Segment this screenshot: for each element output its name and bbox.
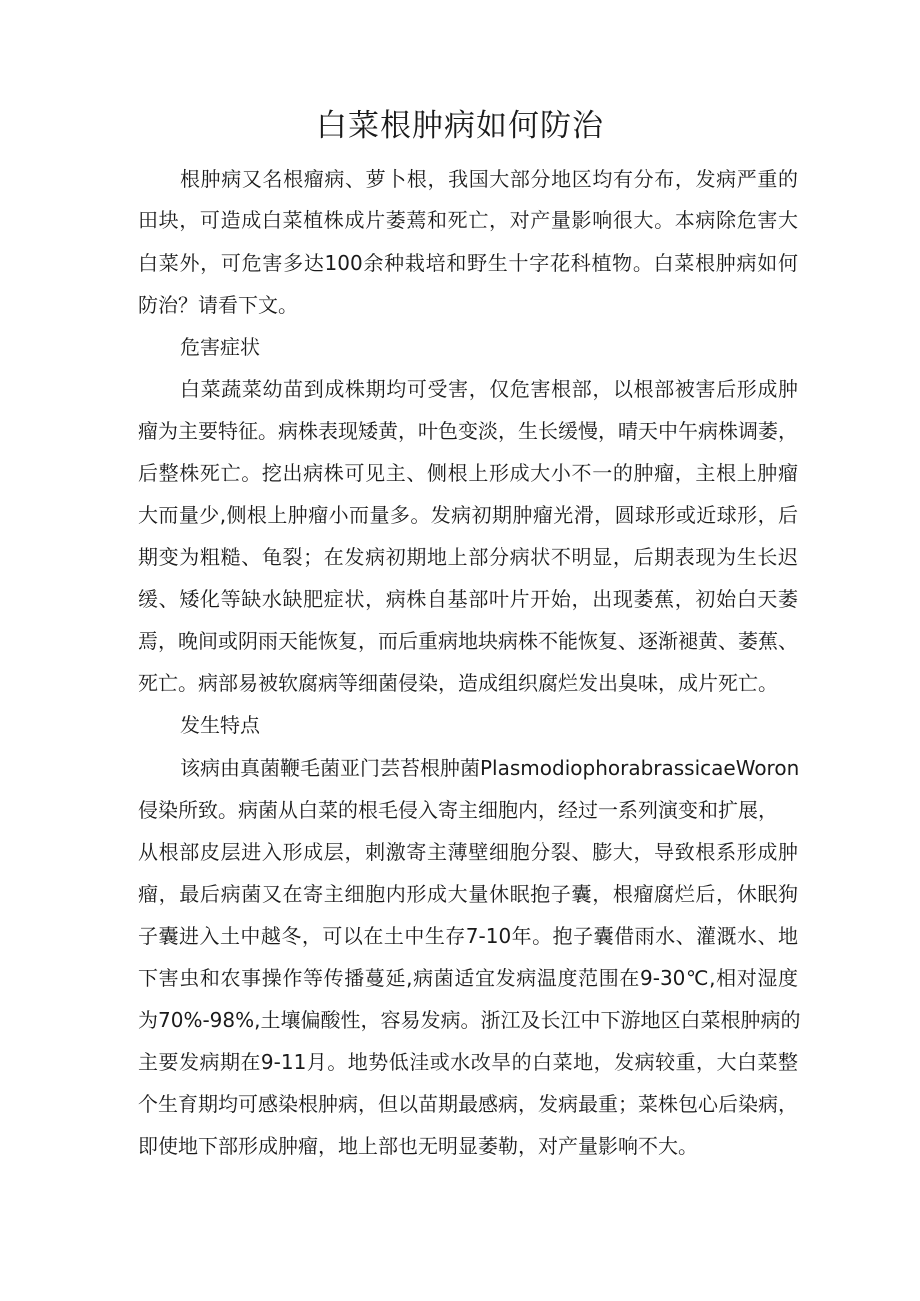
features-line: 下害虫和农事操作等传播蔓延,病菌适宜发病温度范围在9-30℃,相对湿度 <box>138 966 798 990</box>
intro-line: 防治？请看下文。 <box>138 293 298 317</box>
symptoms-line: 死亡。病部易被软腐病等细菌侵染，造成组织腐烂发出臭味，成片死亡。 <box>138 671 778 695</box>
features-line: 侵染所致。病菌从白菜的根毛侵入寄主细胞内，经过一系列演变和扩展， <box>138 798 778 822</box>
section-heading-features: 发生特点 <box>180 713 260 737</box>
symptoms-line: 期变为粗糙、龟裂；在发病初期地上部分病状不明显，后期表现为生长迟 <box>138 545 798 569</box>
features-line: 为70%-98%,土壤偏酸性，容易发病。浙江及长江中下游地区白菜根肿病的 <box>138 1008 801 1032</box>
features-line: 即使地下部形成肿瘤，地上部也无明显萎勒，对产量影响不大。 <box>138 1134 698 1158</box>
symptoms-line: 缓、矮化等缺水缺肥症状，病株自基部叶片开始，出现萎蕉，初始白天萎 <box>138 587 798 611</box>
symptoms-line: 瘤为主要特征。病株表现矮黄，叶色变淡，生长缓慢，晴天中午病株调萎， <box>138 419 798 443</box>
features-line: 主要发病期在9-11月。地势低洼或水改旱的白菜地，发病较重，大白菜整 <box>138 1050 798 1074</box>
features-line: 该病由真菌鞭毛菌亚门芸苔根肿菌PlasmodiophorabrassicaeWoron <box>180 756 800 780</box>
features-line: 瘤，最后病菌又在寄主细胞内形成大量休眠抱子囊，根瘤腐烂后，休眠狗 <box>138 882 798 906</box>
page-title: 白菜根肿病如何防治 <box>316 108 604 144</box>
features-line: 个生育期均可感染根肿病，但以苗期最感病，发病最重；菜株包心后染病， <box>138 1092 798 1116</box>
features-line: 子囊进入土中越冬，可以在土中生存7-10年。抱子囊借雨水、灌溉水、地 <box>138 924 798 948</box>
intro-line: 田块，可造成白菜植株成片萎蔫和死亡，对产量影响很大。本病除危害大 <box>138 208 798 232</box>
symptoms-line: 大而量少,侧根上肿瘤小而量多。发病初期肿瘤光滑，圆球形或近球形，后 <box>138 503 798 527</box>
symptoms-line: 后整株死亡。挖出病株可见主、侧根上形成大小不一的肿瘤，主根上肿瘤 <box>138 461 798 485</box>
intro-line: 根肿病又名根瘤病、萝卜根，我国大部分地区均有分布，发病严重的 <box>180 167 798 191</box>
features-line: 从根部皮层进入形成层，刺激寄主薄壁细胞分裂、膨大，导致根系形成肿 <box>138 840 798 864</box>
symptoms-line: 焉，晚间或阴雨天能恢复，而后重病地块病株不能恢复、逐渐褪黄、萎蕉、 <box>138 629 798 653</box>
symptoms-line: 白菜蔬菜幼苗到成株期均可受害，仅危害根部，以根部被害后形成肿 <box>180 377 798 401</box>
section-heading-symptoms: 危害症状 <box>180 335 260 359</box>
intro-line: 白菜外，可危害多达100余种栽培和野生十字花科植物。白菜根肿病如何 <box>138 251 798 275</box>
